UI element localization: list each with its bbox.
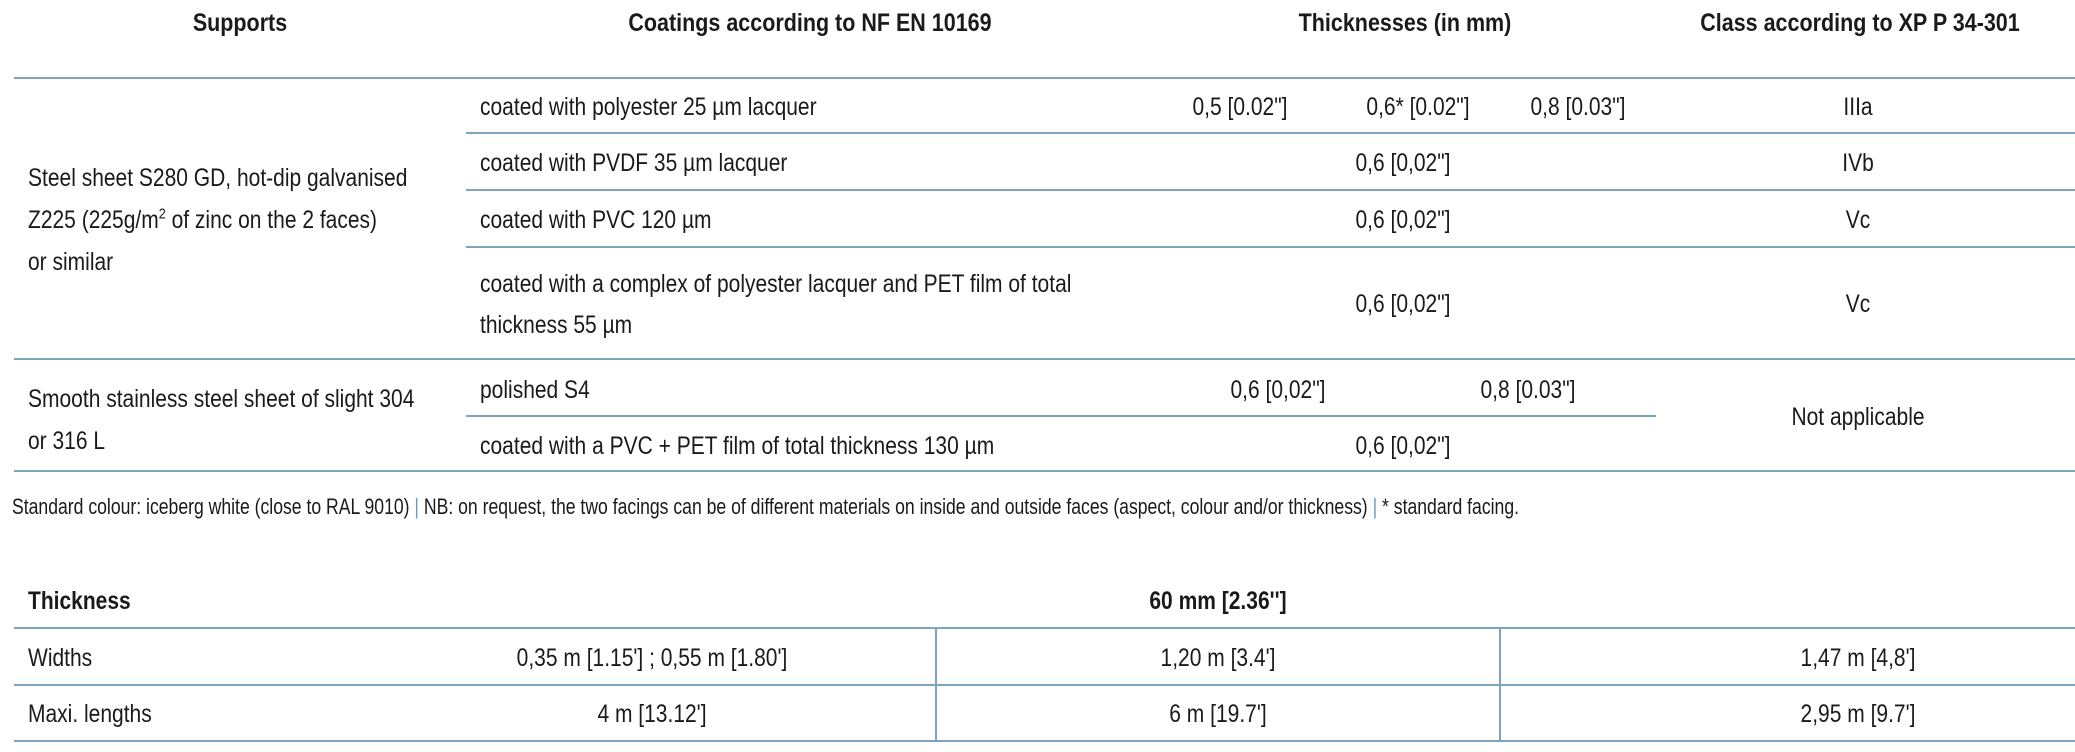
thickness-value: 60 mm [2.36'']: [1149, 587, 1287, 615]
header-supports: Supports: [192, 8, 288, 37]
thickness-cell: 0,6 [0,02"]: [1355, 290, 1451, 318]
row-rule: [466, 246, 2075, 248]
support-line: Steel sheet S280 GD, hot-dip galvanised: [28, 164, 408, 192]
widths-label: Widths: [28, 644, 93, 672]
row-rule: [466, 189, 2075, 191]
row-rule: [466, 415, 1656, 417]
header-thicknesses: Thicknesses (in mm): [1298, 8, 1512, 37]
thickness-cell: 0,6 [0,02"]: [1355, 432, 1451, 460]
thickness-label: Thickness: [28, 587, 131, 615]
coating-cell: polished S4: [480, 376, 590, 404]
class-cell: Vc: [1845, 206, 1871, 234]
class-cell: IVb: [1842, 149, 1874, 177]
coating-cell: coated with a PVC + PET film of total thickness 130 µm: [480, 432, 995, 460]
class-cell: IIIa: [1843, 93, 1873, 121]
dims-row-rule: [14, 684, 2075, 686]
thickness-cell: 0,8 [0.03"]: [1530, 93, 1626, 121]
thickness-cell: 0,8 [0.03"]: [1480, 376, 1576, 404]
footnote: Standard colour: iceberg white (close to RAL 9010) | NB: on request, the two facings can be of different materials on inside and outside faces (aspect, colour and/or thickness) | * standard facing.: [12, 494, 1520, 519]
class-cell: Vc: [1845, 290, 1871, 318]
length-value: 6 m [19.7']: [1169, 700, 1267, 728]
support-line: or 316 L: [28, 427, 106, 455]
thickness-cell: 0,6 [0,02"]: [1355, 149, 1451, 177]
thickness-cell: 0,6 [0,02"]: [1355, 206, 1451, 234]
width-value: 0,35 m [1.15'] ; 0,55 m [1.80']: [516, 644, 788, 672]
class-cell: Not applicable: [1791, 403, 1925, 431]
header-rule: [14, 77, 2075, 79]
length-value: 2,95 m [9.7']: [1800, 700, 1916, 728]
header-coatings: Coatings according to NF EN 10169: [628, 8, 992, 37]
coating-cell: coated with a complex of polyester lacquer and PET film of total: [480, 270, 1072, 298]
support-line: or similar: [28, 248, 114, 276]
thickness-cell: 0,6 [0,02"]: [1230, 376, 1326, 404]
width-value: 1,47 m [4,8']: [1800, 644, 1916, 672]
support-steel-galvanised: [28, 157, 407, 283]
support-line: Z225 ($225g/m^2$ of zinc on the 2 faces): [28, 205, 378, 234]
coating-cell: thickness 55 µm: [480, 311, 633, 339]
table-bottom-rule: [14, 470, 2075, 472]
thickness-cell: 0,5 [0.02"]: [1192, 93, 1288, 121]
lengths-label: Maxi. lengths: [28, 700, 152, 728]
dims-header-rule: [14, 627, 2075, 629]
group-rule: [14, 358, 2075, 360]
coating-cell: coated with PVC 120 µm: [480, 206, 712, 234]
row-rule: [466, 132, 2075, 134]
column-divider: [935, 627, 937, 742]
coating-cell: coated with polyester 25 µm lacquer: [480, 93, 817, 121]
dims-bottom-rule: [14, 740, 2075, 742]
header-class: Class according to XP P 34-301: [1700, 8, 2020, 37]
length-value: 4 m [13.12']: [597, 700, 707, 728]
support-stainless-steel: [28, 378, 414, 462]
width-value: 1,20 m [3.4']: [1160, 644, 1276, 672]
column-divider: [1499, 627, 1501, 742]
coating-cell: coated with PVDF 35 µm lacquer: [480, 149, 788, 177]
support-line: Smooth stainless steel sheet of slight 304: [28, 385, 415, 413]
thickness-cell: 0,6* [0.02"]: [1366, 93, 1470, 121]
